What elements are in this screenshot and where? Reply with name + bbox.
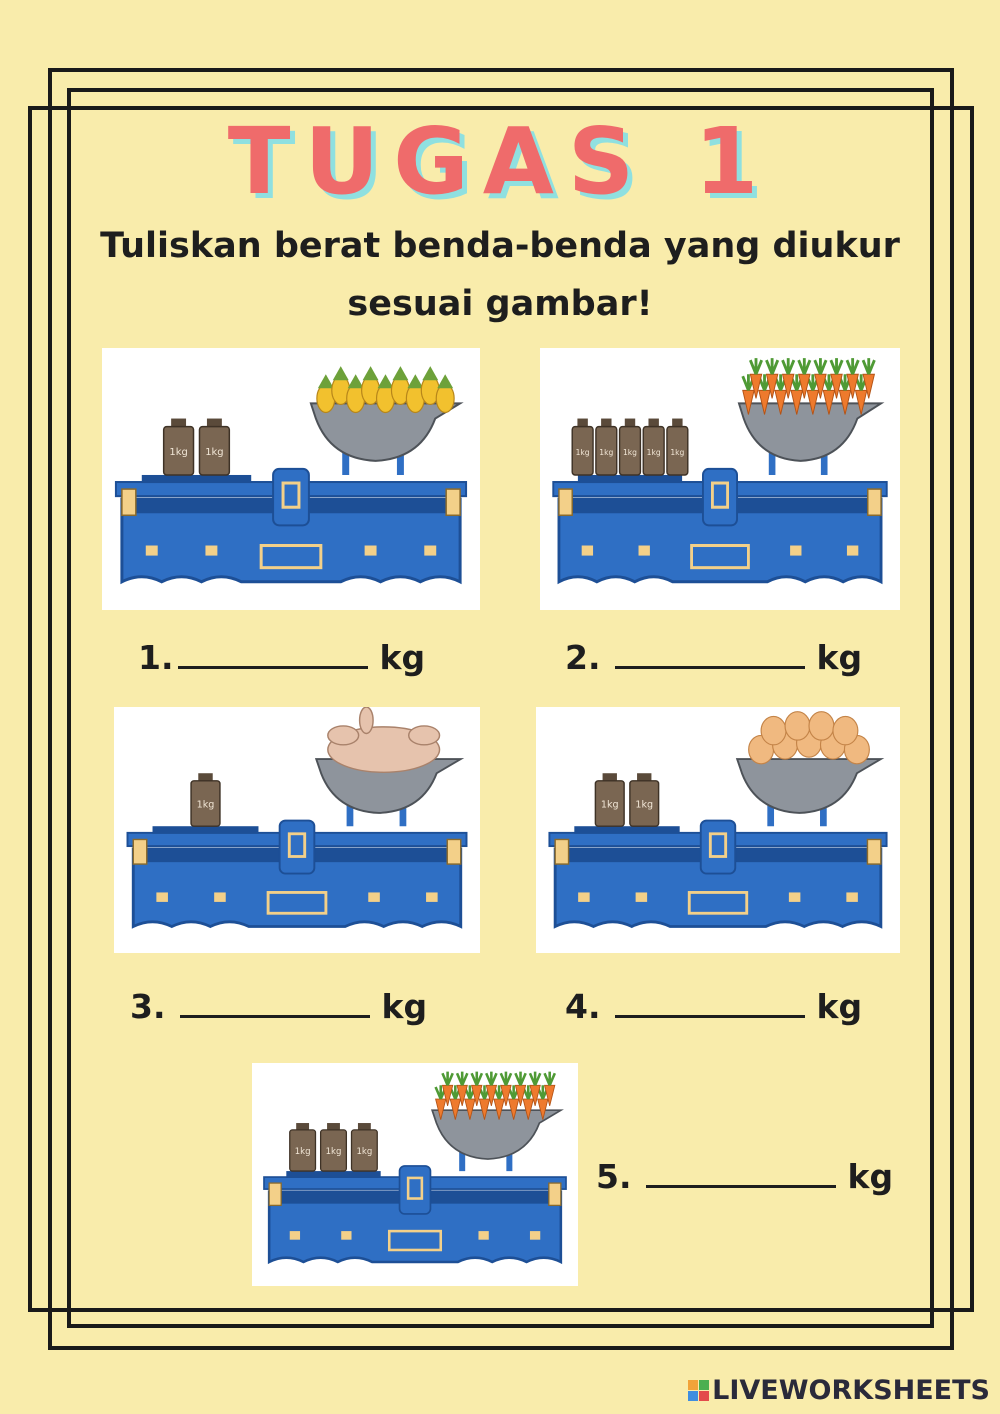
scale-pillar <box>701 821 735 874</box>
answer-number: 1. <box>138 638 174 677</box>
weight-block <box>667 419 688 475</box>
scale-knob <box>847 546 858 556</box>
corn-leaf <box>407 374 423 388</box>
scale-knob <box>424 546 436 556</box>
scale-cap-right <box>446 489 460 515</box>
weight-label: 1kg <box>599 447 614 457</box>
weight-block <box>620 419 641 475</box>
instruction-line-1: Tuliskan berat benda-benda yang diukur <box>100 226 900 266</box>
scale-illustration <box>540 348 900 610</box>
carrot-top <box>486 1072 496 1086</box>
answer-4 <box>565 985 862 1026</box>
corn-leaf <box>378 374 394 388</box>
scale-knob <box>790 546 801 556</box>
weight-label: 1kg <box>294 1146 311 1157</box>
weight-handle <box>625 419 635 427</box>
bowl <box>432 1110 561 1159</box>
answer-2 <box>565 636 862 677</box>
egg <box>785 712 810 740</box>
carrot-top <box>815 358 826 374</box>
weight-handle <box>648 419 658 427</box>
answer-blank[interactable] <box>178 636 368 669</box>
answer-number: 4. <box>565 987 601 1026</box>
carrot-top <box>831 358 842 374</box>
brand-name: LIVEWORKSHEETS <box>712 1375 990 1406</box>
carrot-top <box>750 358 761 374</box>
scale-knob <box>426 892 438 901</box>
answer-unit: kg <box>816 638 863 677</box>
weight-label: 1kg <box>356 1146 373 1157</box>
scale-knob <box>368 892 380 901</box>
carrot-top <box>799 358 810 374</box>
scale-cap-right <box>447 839 460 864</box>
corn-leaf <box>348 374 364 388</box>
scale-cap-right <box>868 489 881 515</box>
weight-block <box>572 419 593 475</box>
scale-illustration <box>114 707 480 953</box>
scale-knob <box>146 546 158 556</box>
scale-illustration <box>536 707 900 953</box>
answer-number: 5. <box>596 1157 632 1196</box>
weight-label: 1kg <box>196 799 215 811</box>
carrot-top <box>442 1072 452 1086</box>
answer-unit: kg <box>847 1157 894 1196</box>
scale-knob <box>639 546 650 556</box>
weight-block <box>191 773 220 826</box>
weight-handle <box>637 773 651 781</box>
eggs-pile <box>749 712 870 764</box>
scale-illustration <box>102 348 480 610</box>
carrot-top <box>472 1072 482 1086</box>
answer-3 <box>130 985 427 1026</box>
scale-picture-3 <box>114 707 480 953</box>
weight-handle <box>672 419 682 427</box>
corn-leaf <box>392 366 408 380</box>
carrot-top <box>515 1072 525 1086</box>
scale-cap-left <box>269 1183 281 1205</box>
carrot-top <box>530 1072 540 1086</box>
chicken-pile <box>328 707 440 772</box>
scale-knob <box>578 892 589 901</box>
answer-blank[interactable] <box>180 985 370 1018</box>
weight-handle <box>296 1123 309 1130</box>
scale-knob <box>636 892 647 901</box>
scale-knob <box>290 1231 300 1240</box>
weight-handle <box>171 419 186 427</box>
scale-knob <box>846 892 857 901</box>
corn-leaf <box>318 374 334 388</box>
scale-cap-right <box>867 839 880 864</box>
scale-pillar <box>703 469 737 525</box>
scale-knob <box>365 546 377 556</box>
weight-handle <box>327 1123 340 1130</box>
weight-label: 1kg <box>169 446 188 458</box>
weight-handle <box>601 419 611 427</box>
carrot-top <box>501 1072 511 1086</box>
chicken-drumstick <box>360 707 373 733</box>
scale-cap-right <box>549 1183 561 1205</box>
carrot-top <box>457 1072 467 1086</box>
weight-block <box>643 419 664 475</box>
weight-block <box>352 1123 378 1171</box>
scale-left-pan <box>574 826 679 834</box>
corn-leaf <box>363 366 379 380</box>
chicken-wing <box>409 726 440 745</box>
answer-unit: kg <box>379 638 426 677</box>
answer-blank[interactable] <box>615 636 805 669</box>
weight-handle <box>603 773 617 781</box>
scale-knob <box>341 1231 351 1240</box>
scale-knob <box>530 1231 540 1240</box>
scale-left-pan <box>578 475 682 483</box>
scale-picture-1 <box>102 348 480 610</box>
weight-handle <box>577 419 587 427</box>
answer-number: 2. <box>565 638 601 677</box>
weight-label: 1kg <box>325 1146 342 1157</box>
weight-handle <box>358 1123 371 1130</box>
weight-label: 1kg <box>635 799 654 811</box>
weight-label: 1kg <box>600 799 619 811</box>
weight-block <box>290 1123 316 1171</box>
weight-block <box>595 773 624 826</box>
brand-icon <box>688 1380 709 1401</box>
carrot-top <box>847 358 858 374</box>
weight-block <box>164 419 194 475</box>
egg <box>761 716 786 744</box>
answer-number: 3. <box>130 987 166 1026</box>
egg <box>833 716 858 744</box>
brand-logo[interactable] <box>688 1375 990 1406</box>
scale-knob <box>789 892 800 901</box>
corn-leaf <box>422 366 438 380</box>
instruction-line-2: sesuai gambar! <box>347 284 653 324</box>
chicken-leg <box>328 726 359 745</box>
scale-left-pan <box>142 475 251 483</box>
weight-block <box>630 773 659 826</box>
carrot-top <box>545 1072 555 1086</box>
answer-unit: kg <box>381 987 428 1026</box>
scale-cap-left <box>555 839 568 864</box>
answer-blank[interactable] <box>615 985 805 1018</box>
scale-knob <box>478 1231 488 1240</box>
page-title: TUGAS 1 <box>227 108 773 215</box>
bowl <box>739 403 881 460</box>
scale-cap-left <box>133 839 146 864</box>
scale-picture-4 <box>536 707 900 953</box>
scale-knob <box>205 546 217 556</box>
answer-blank[interactable] <box>646 1155 836 1188</box>
answer-5 <box>596 1155 893 1196</box>
weight-block <box>199 419 229 475</box>
scale-knob <box>214 892 226 901</box>
weight-block <box>321 1123 347 1171</box>
scale-picture-5 <box>252 1063 578 1286</box>
weight-label: 1kg <box>646 447 661 457</box>
weight-label: 1kg <box>622 447 638 457</box>
scale-picture-2 <box>540 348 900 610</box>
carrot-top <box>783 358 794 374</box>
bowl <box>737 759 881 813</box>
egg <box>809 712 834 740</box>
scale-pillar <box>273 469 309 525</box>
carrot-top <box>863 358 874 374</box>
corn-leaf <box>437 374 453 388</box>
weight-label: 1kg <box>670 447 685 457</box>
scale-cap-left <box>122 489 136 515</box>
weight-label: 1kg <box>205 446 224 458</box>
weight-handle <box>207 419 222 427</box>
scale-pillar <box>400 1166 431 1214</box>
scale-knob <box>582 546 593 556</box>
scale-pillar <box>280 821 315 874</box>
answer-unit: kg <box>816 987 863 1026</box>
weight-block <box>596 419 617 475</box>
scale-illustration <box>252 1063 578 1286</box>
answer-1 <box>138 636 425 677</box>
corn-cob <box>436 384 454 412</box>
scale-knob <box>156 892 168 901</box>
weight-label: 1kg <box>575 447 590 457</box>
scale-left-pan <box>153 826 259 834</box>
scale-cap-left <box>559 489 572 515</box>
carrot-top <box>766 358 777 374</box>
corn-leaf <box>333 366 349 380</box>
scale-left-pan <box>286 1171 380 1178</box>
weight-handle <box>198 773 212 781</box>
